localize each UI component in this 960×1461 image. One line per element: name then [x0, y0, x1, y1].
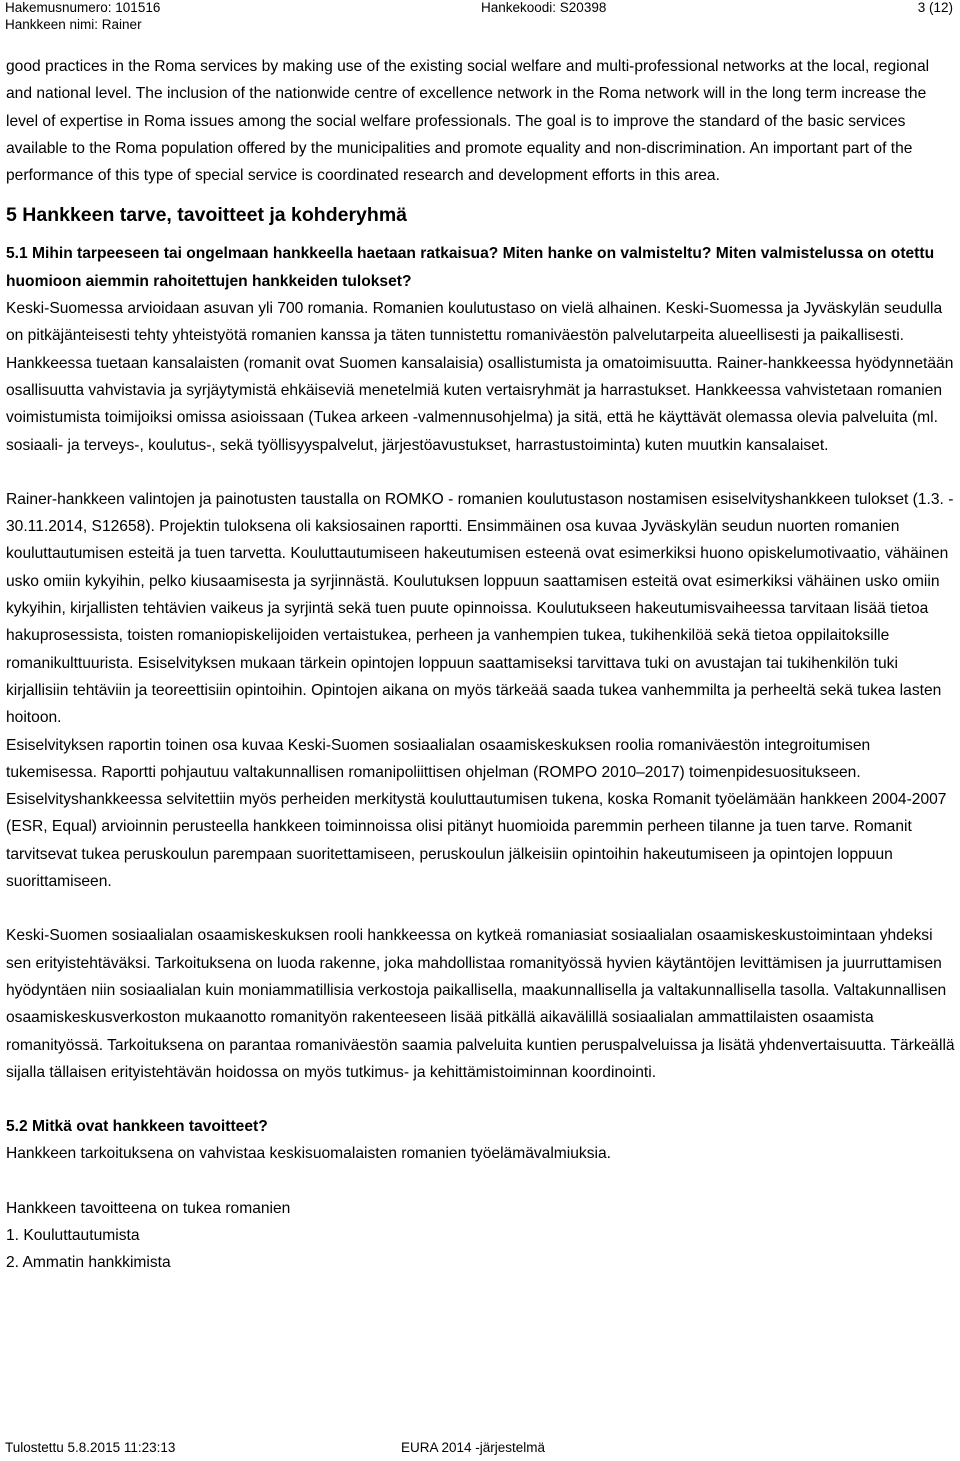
document-body: [6, 53, 956, 1277]
intro-paragraph: good practices in the Roma services by making use of the existing social welfare and multi-professional networks at the local, regional and national level. The inclusion of the nationwide centre of excellence network in the Roma network will in the long term increase the level of expertise in Roma issues among the social welfare professionals. The goal is to improve the standard of the basic services available to the Roma population offered by the municipalities and promote equality and non-discrimination. An important part of the performance of this type of special service is coordinated research and development efforts in this area.: [6, 58, 930, 185]
section-5-2-paragraph: Hankkeen tarkoituksena on vahvistaa keskisuomalaisten romanien työelämävalmiuksia.: [6, 1145, 611, 1163]
print-timestamp: Tulostettu 5.8.2015 11:23:13: [5, 1440, 176, 1455]
section-5-heading: 5 Hankkeen tarve, tavoitteet ja kohderyhmä: [6, 204, 407, 227]
section-5-1-paragraph-2: Rainer-hankkeen valintojen ja painotusten taustalla on ROMKO - romanien koulutustason nostamisen esiselvityshankkeen tulokset (1.3. - 30.11.2014, S12658). Projektin tuloksena oli kaksiosainen raportti. Ensimmäinen osa kuvaa Jyväskylän seudun nuorten romanien kouluttautumisen esteitä ja tuen tarvetta. Kouluttautumiseen hakeutumisen esteenä ovat esimerkiksi huono opiskelumotivaatio, vähäinen usko omiin kykyihin, pelko kiusaamisesta ja syrjinnästä. Koulutuksen loppuun saattamisen esteitä ovat esimerkiksi vähäinen usko omiin kykyihin, kirjallisten tehtävien vaikeus ja syrjintä sekä tuen puute opinnoissa. Koulutukseen hakeutumisvaiheessa tarvitaan lisää tietoa hakuprosessista, toisten romaniopiskelijoiden vertaistukea, perheen ja vanhempien tukea, tukihenkilöä sekä tietoa oppilaitoksille romanikulttuurista. Esiselvityksen mukaan tärkein opintojen loppuun saattamiseksi tarvittava tuki on avustajan tai tukihenkilön tuki kirjallisiin tehtäviin ja teoreettisiin opintoihin. Opintojen aikana on myös tärkeää saada tukea vanhemmilta ja perheeltä sekä tukea lasten hoitoon.: [6, 490, 954, 727]
goal-item-1: 1. Kouluttautumista: [6, 1226, 140, 1244]
section-5-1-paragraph-1: Keski-Suomessa arvioidaan asuvan yli 700 romania. Romanien koulutustaso on vielä alhainen. Keski-Suomessa ja Jyväskylän seudulla on pitkäjänteisesti tehty yhteistyötä romanien kanssa ja täten tunnistettu romaniväestön palvelutarpeita alueellisesti ja paikallisesti. Hankkeessa tuetaan kansalaisten (romanit ovat Suomen kansalaisia) osallistumista ja omatoimisuutta. Rainer-hankkeessa hyödynnetään osallisuutta vahvistavia ja syrjäytymistä ehkäiseviä menetelmiä kuten vertaisryhmät ja harrastukset. Hankkeessa vahvistetaan romanien voimistumista toimijoiksi omissa asioissaan (Tukea arkeen -valmennusohjelma) ja sitä, että he käyttävät olemassa olevia palveluita (ml. sosiaali- ja terveys-, koulutus-, sekä työllisyyspalvelut, järjestöavustukset, harrastustoiminta) kuten muutkin kansalaiset.: [6, 300, 954, 454]
section-5-1-paragraph-4: Keski-Suomen sosiaalialan osaamiskeskuksen rooli hankkeessa on kytkeä romaniasiat sosiaalialan osaamiskeskustoimintaan yhdeksi sen erityistehtäväksi. Tarkoituksena on luoda rakenne, joka mahdollistaa romanityössä hyvien käytäntöjen levittämisen ja juurruttamisen hyödyntäen niin sosiaalialan kuin moniammatillisia verkostoja paikallisella, maakunnallisella ja valtakunnallisella tasolla. Valtakunnallisen osaamiskeskusverkoston mukaanotto romanityön rakenteeseen lisää pitkällä aikavälillä sosiaalialan ammattilaisten osaamista romanityössä. Tarkoituksena on parantaa romaniväestön saamia palveluita kuntien peruspalveluissa ja lisätä yhdenvertaisuutta. Tärkeällä sijalla tällaisen erityistehtävän hoidossa on myös tutkimus- ja kehittämistoiminnan koordinointi.: [6, 927, 955, 1081]
project-name: Hankkeen nimi: Rainer: [5, 17, 142, 32]
section-5-1-paragraph-3: Esiselvityksen raportin toinen osa kuvaa Keski-Suomen sosiaalialan osaamiskeskuksen roolia romaniväestön integroitumisen tukemisessa. Raportti pohjautuu valtakunnallisen romanipoliittisen ohjelman (ROMPO 2010–2017) toimenpidesuositukseen. Esiselvityshankkeessa selvitettiin myös perheiden merkitystä kouluttautumisen tukena, koska Romanit työelämään hankkeen 2004-2007 (ESR, Equal) arvioinnin perusteella hankkeen toiminnoissa olisi pitänyt huomioida paremmin perheen tilanne ja tuen tarve. Romanit tarvitsevat tukea peruskoulun parempaan suoritettamiseen, peruskoulun jälkeisiin opintoihin hakeutumiseen ja opintojen loppuun suorittamiseen.: [6, 736, 947, 891]
project-code: Hankekoodi: S20398: [481, 0, 607, 15]
system-name: EURA 2014 -järjestelmä: [401, 1440, 546, 1455]
page-number: 3 (12): [917, 0, 953, 15]
goals-intro: Hankkeen tavoitteena on tukea romanien: [6, 1199, 291, 1217]
goal-item-2: 2. Ammatin hankkimista: [6, 1254, 171, 1272]
application-number: Hakemusnumero: 101516: [5, 0, 161, 15]
section-5-2-heading: 5.2 Mitkä ovat hankkeen tavoitteet?: [6, 1118, 268, 1136]
section-5-1-heading: 5.1 Mihin tarpeeseen tai ongelmaan hankkeella haetaan ratkaisua? Miten hanke on valmisteltu? Miten valmistelussa on otettu huomioon aiemmin rahoitettujen hankkeiden tulokset?: [6, 245, 935, 290]
